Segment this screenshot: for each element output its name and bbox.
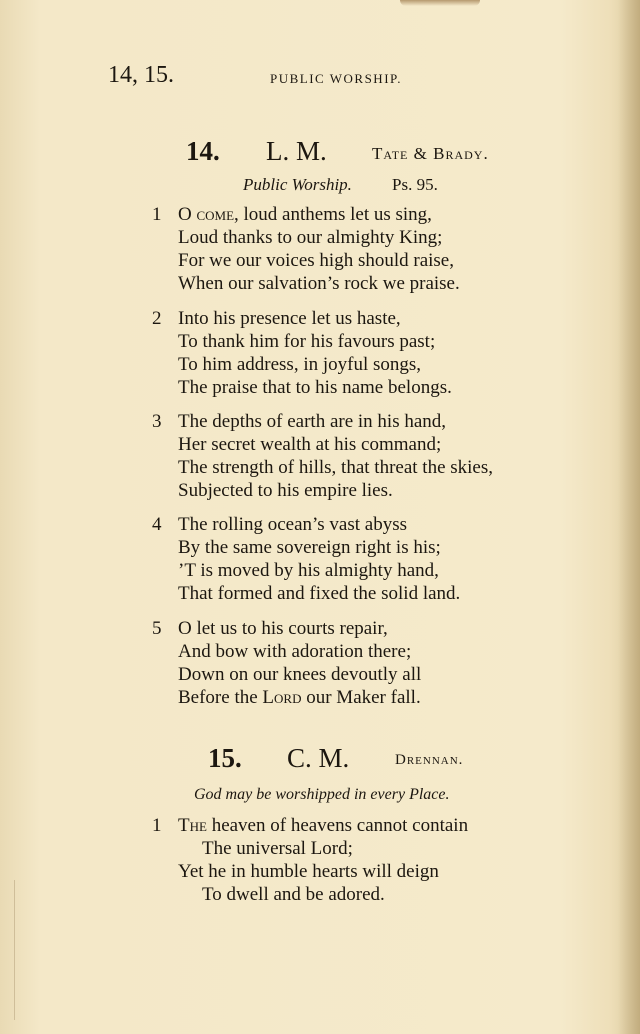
stanza-number: 1: [152, 815, 162, 836]
hymn-meter: C. M.: [287, 743, 350, 773]
stanza-number: 3: [152, 411, 162, 432]
verse-line: To thank him for his favours past;: [178, 331, 436, 352]
verse-line: That formed and fixed the solid land.: [178, 583, 461, 604]
page-numbers: 14, 15.: [108, 62, 174, 88]
verse-line: For we our voices high should raise,: [178, 250, 454, 271]
verse-line: O let us to his courts repair,: [178, 618, 388, 639]
page-stain: [400, 0, 480, 6]
verse-line: Down on our knees devoutly all: [178, 664, 422, 685]
verse-line: The universal Lord;: [202, 838, 353, 859]
verse-line: [178, 687, 421, 709]
line-rest: heaven of heavens cannot contain: [206, 815, 469, 836]
verse-line: The depths of earth are in his hand,: [178, 411, 447, 432]
hymn-meter: L. M.: [266, 136, 327, 166]
running-title: PUBLIC WORSHIP.: [270, 71, 403, 86]
spine-shadow: [618, 0, 640, 1034]
verse-line: [178, 204, 432, 226]
verse-line: Subjected to his empire lies.: [178, 480, 393, 501]
stanza-number: 2: [152, 308, 162, 329]
subtitle-title: Public Worship.: [243, 175, 352, 194]
verse-line: To dwell and be adored.: [202, 884, 385, 905]
stanza-number: 4: [152, 514, 162, 535]
line-end: our Maker fall.: [301, 687, 421, 708]
verse-line: Loud thanks to our almighty King;: [178, 227, 443, 248]
line-start: Before the: [178, 687, 263, 708]
verse-line: Into his presence let us haste,: [178, 308, 401, 329]
running-head: [108, 62, 528, 92]
subtitle-reference: Ps. 95.: [392, 175, 438, 194]
hymn-number: 15.: [208, 743, 242, 773]
page-edge-mark: [14, 880, 15, 1020]
stanza-number: 1: [152, 204, 162, 225]
first-word: The: [178, 815, 207, 836]
verse-line: The praise that to his name belongs.: [178, 377, 452, 398]
first-word: O come,: [178, 204, 239, 225]
verse-line: [178, 815, 468, 837]
verse-line: ’T is moved by his almighty hand,: [178, 560, 439, 581]
verse-line: To him address, in joyful songs,: [178, 354, 422, 375]
verse-line: The rolling ocean’s vast abyss: [178, 514, 408, 535]
subtitle-title: God may be worshipped in every Place.: [194, 786, 450, 803]
verse-line: When our salvation’s rock we praise.: [178, 273, 460, 294]
hymn-number: 14.: [186, 136, 220, 166]
lord-word: Lord: [262, 687, 302, 708]
line-rest: loud anthems let us sing,: [238, 204, 432, 225]
hymn-author: Drennan.: [395, 752, 464, 768]
stanza-number: 5: [152, 618, 162, 639]
hymn-author: Tate & Brady.: [372, 144, 489, 163]
verse-line: And bow with adoration there;: [178, 641, 412, 662]
verse-line: Her secret wealth at his command;: [178, 434, 442, 455]
verse-line: By the same sovereign right is his;: [178, 537, 441, 558]
verse-line: Yet he in humble hearts will deign: [178, 861, 439, 882]
verse-line: The strength of hills, that threat the skies,: [178, 457, 494, 478]
